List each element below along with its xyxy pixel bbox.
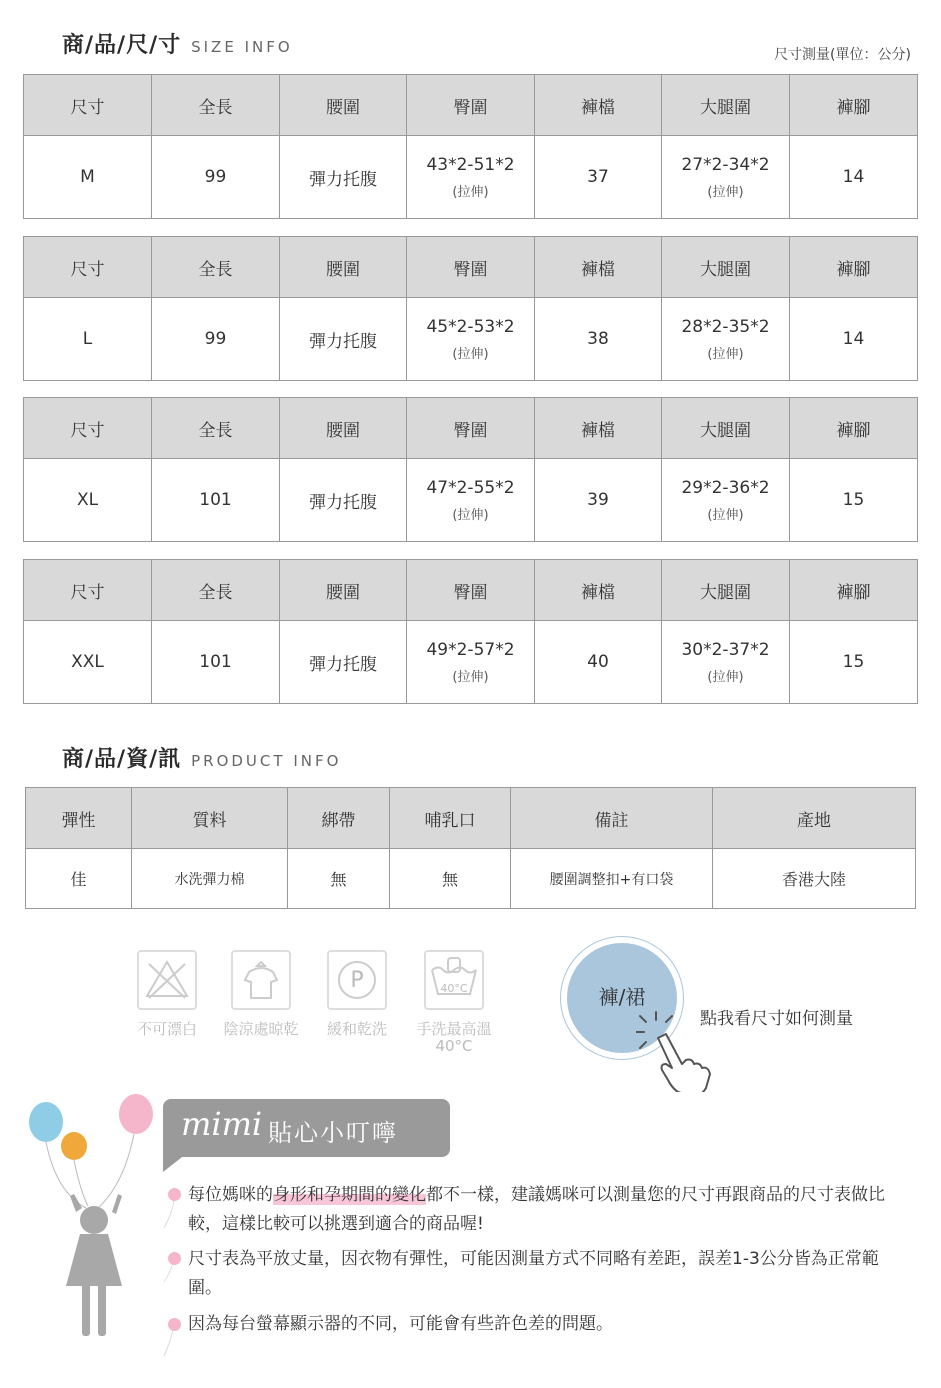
header-cell: 腰圍: [280, 560, 407, 621]
value-cell: 無: [390, 849, 511, 909]
waist-cell: 彈力托腹: [280, 459, 407, 542]
no-bleach-icon: [137, 950, 197, 1010]
tips-decor-lines: [160, 1196, 180, 1366]
tip-text: 每位媽咪的: [188, 1185, 273, 1205]
hem-cell: 15: [790, 459, 918, 542]
care-shade-dry: [215, 950, 307, 1039]
hip-cell-value: 49*2-57*2: [426, 639, 515, 660]
hip-cell: [407, 621, 535, 704]
header-cell: 腰圍: [280, 75, 407, 136]
header-cell: 尺寸: [24, 237, 152, 298]
header-cell: 綁帶: [288, 788, 390, 849]
tips-banner-text: 貼心小叮嚀: [268, 1119, 398, 1147]
header-cell: 褲檔: [535, 398, 662, 459]
thigh-cell: [662, 136, 790, 219]
product-info-title: [62, 742, 341, 773]
value-cell: 水洗彈力棉: [132, 849, 288, 909]
header-cell: 全長: [152, 560, 280, 621]
thigh-cell-value: 29*2-36*2: [681, 477, 770, 498]
circle-label: 褲/裙: [598, 985, 646, 1009]
header-cell: 備註: [511, 788, 713, 849]
value-cell: 香港大陸: [713, 849, 916, 909]
value-cell: 腰圍調整扣+有口袋: [511, 849, 713, 909]
care-label: 不可漂白: [136, 1020, 197, 1038]
header-cell: 褲檔: [535, 560, 662, 621]
hip-cell-note: (拉伸): [452, 669, 489, 685]
dry-clean-symbol: P: [350, 968, 364, 993]
header-cell: 尺寸: [24, 398, 152, 459]
tip-item: [188, 1310, 908, 1339]
blue-balloon-icon: [29, 1102, 63, 1142]
care-label: 陰涼處晾乾: [223, 1020, 299, 1038]
tip-item: [188, 1181, 908, 1239]
hip-cell-value: 45*2-53*2: [426, 316, 515, 337]
size-cell: L: [24, 298, 152, 381]
hip-cell: [407, 459, 535, 542]
header-cell: 腰圍: [280, 398, 407, 459]
size-title-zh: 商/品/尺/寸: [62, 33, 182, 58]
care-no-bleach: [128, 950, 206, 1039]
hem-cell: 14: [790, 298, 918, 381]
girl-silhouette-icon: [66, 1194, 122, 1336]
waist-cell: 彈力托腹: [280, 298, 407, 381]
tip-highlight: 身形和孕期間的變化: [273, 1185, 426, 1205]
hip-cell-note: (拉伸): [452, 184, 489, 200]
header-cell: 產地: [713, 788, 916, 849]
measure-guide-link[interactable]: 點我看尺寸如何測量: [700, 1009, 853, 1029]
header-cell: 臀圍: [407, 237, 535, 298]
unit-note: 尺寸測量(單位：公分): [774, 47, 911, 63]
product-title-en: PRODUCT INFO: [191, 752, 342, 770]
hip-cell-note: (拉伸): [452, 507, 489, 523]
waist-cell: 彈力托腹: [280, 621, 407, 704]
girl-balloons-illustration: [20, 1090, 160, 1350]
product-title-zh: 商/品/資/訊: [62, 747, 182, 772]
size-cell: XL: [24, 459, 152, 542]
size-cell: XXL: [24, 621, 152, 704]
hip-cell: [407, 136, 535, 219]
header-cell: 臀圍: [407, 560, 535, 621]
thigh-cell-note: (拉伸): [707, 669, 744, 685]
header-cell: 大腿圍: [662, 75, 790, 136]
care-hand-wash: [408, 950, 500, 1055]
rise-cell: 40: [535, 621, 662, 704]
header-cell: 臀圍: [407, 75, 535, 136]
hip-cell-note: (拉伸): [452, 346, 489, 362]
header-cell: 臀圍: [407, 398, 535, 459]
value-cell: 無: [288, 849, 390, 909]
header-cell: 質料: [132, 788, 288, 849]
size-table: [23, 559, 918, 704]
header-cell: 大腿圍: [662, 398, 790, 459]
rise-cell: 38: [535, 298, 662, 381]
length-cell: 101: [152, 459, 280, 542]
thigh-cell: [662, 298, 790, 381]
care-label: 手洗最高溫: [416, 1020, 492, 1038]
thigh-cell: [662, 459, 790, 542]
size-info-title: [62, 28, 293, 59]
header-cell: 全長: [152, 398, 280, 459]
header-cell: 全長: [152, 75, 280, 136]
size-table: [23, 397, 918, 542]
care-label: 緩和乾洗: [326, 1020, 387, 1038]
header-cell: 尺寸: [24, 560, 152, 621]
hand-wash-icon: [424, 950, 484, 1010]
header-cell: 大腿圍: [662, 560, 790, 621]
thigh-cell-value: 27*2-34*2: [681, 154, 770, 175]
wash-temp-symbol: 40°C: [440, 982, 468, 995]
length-cell: 99: [152, 298, 280, 381]
thigh-cell-value: 30*2-37*2: [681, 639, 770, 660]
rise-cell: 37: [535, 136, 662, 219]
hip-cell-value: 43*2-51*2: [426, 154, 515, 175]
mimi-brand: mimi: [181, 1105, 263, 1143]
header-cell: 尺寸: [24, 75, 152, 136]
tip-bullet: [168, 1318, 181, 1331]
header-cell: 腰圍: [280, 237, 407, 298]
header-cell: 彈性: [26, 788, 132, 849]
pink-balloon-icon: [119, 1094, 153, 1134]
header-cell: 全長: [152, 237, 280, 298]
header-cell: 褲腳: [790, 237, 918, 298]
tip-item: [188, 1245, 908, 1303]
tip-bullet: [168, 1188, 181, 1201]
tip-bullet: [168, 1252, 181, 1265]
banner-tail: [163, 1150, 193, 1176]
header-cell: 褲腳: [790, 75, 918, 136]
size-table: [23, 74, 918, 219]
thigh-cell-note: (拉伸): [707, 507, 744, 523]
orange-balloon-icon: [61, 1132, 87, 1160]
size-cell: M: [24, 136, 152, 219]
gentle-dry-clean-icon: [327, 950, 387, 1010]
size-title-en: SIZE INFO: [191, 38, 293, 56]
length-cell: 101: [152, 621, 280, 704]
thigh-cell-value: 28*2-35*2: [681, 316, 770, 337]
length-cell: 99: [152, 136, 280, 219]
shade-dry-icon: [231, 950, 291, 1010]
rise-cell: 39: [535, 459, 662, 542]
tip-text: 尺寸表為平放丈量，因衣物有彈性，可能因測量方式不同略有差距，誤差1-3公分皆為正常範圍。: [188, 1249, 879, 1298]
thigh-cell: [662, 621, 790, 704]
header-cell: 褲檔: [535, 237, 662, 298]
thigh-cell-note: (拉伸): [707, 184, 744, 200]
tip-text: 因為每台螢幕顯示器的不同，可能會有些許色差的問題。: [188, 1314, 613, 1334]
care-label-temp: 40°C: [435, 1037, 473, 1055]
tips-banner: [163, 1099, 450, 1157]
header-cell: 哺乳口: [390, 788, 511, 849]
product-info-table: [25, 787, 916, 909]
header-cell: 褲腳: [790, 560, 918, 621]
header-cell: 褲腳: [790, 398, 918, 459]
waist-cell: 彈力托腹: [280, 136, 407, 219]
hip-cell-value: 47*2-55*2: [426, 477, 515, 498]
hem-cell: 14: [790, 136, 918, 219]
header-cell: 大腿圍: [662, 237, 790, 298]
hem-cell: 15: [790, 621, 918, 704]
care-gentle-dry-clean: [318, 950, 396, 1039]
size-table: [23, 236, 918, 381]
thigh-cell-note: (拉伸): [707, 346, 744, 362]
hip-cell: [407, 298, 535, 381]
header-cell: 褲檔: [535, 75, 662, 136]
tip-text: 都不一樣，建議媽咪可以測量您的尺寸再跟商品的尺寸表做比較，這樣比較可以挑選到適合的商品喔!: [188, 1185, 885, 1234]
value-cell: 佳: [26, 849, 132, 909]
